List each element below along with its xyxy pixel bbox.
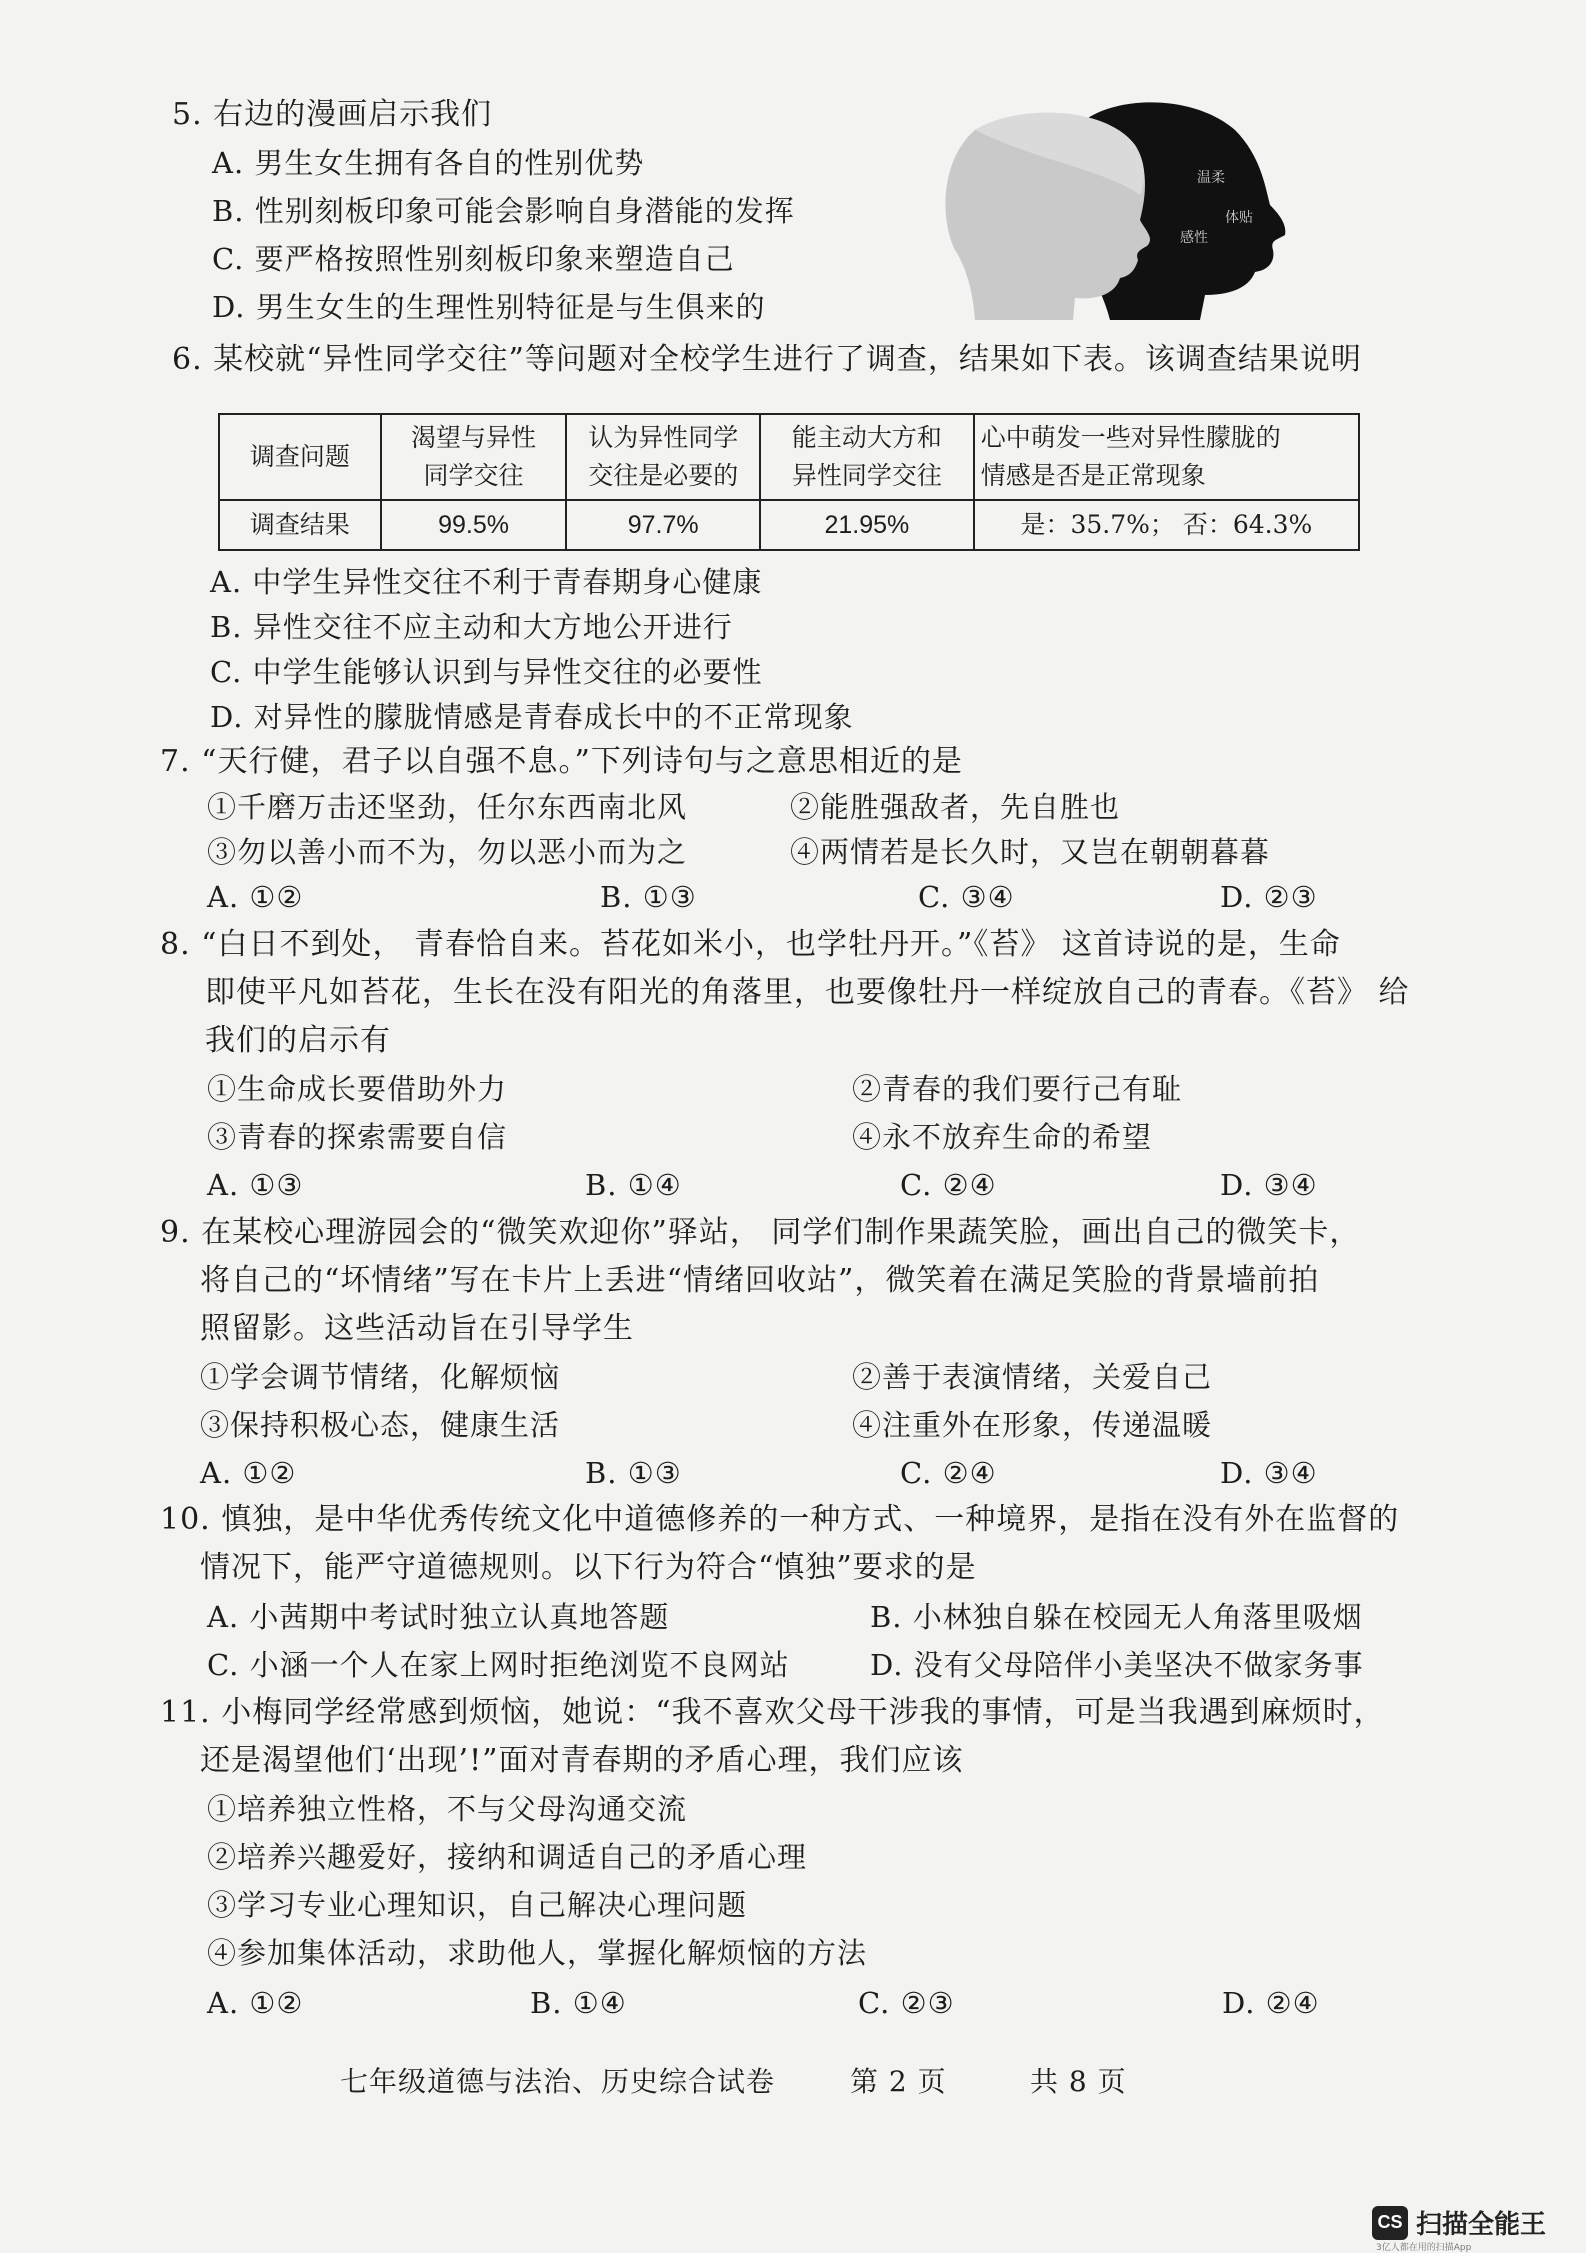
gender-comic-image [935, 100, 1330, 320]
table-cell [760, 414, 974, 500]
q10-stem-line-1: 10. 慎独，是中华优秀传统文化中道德修养的一种方式、一种境界，是指在没有外在监督的 [160, 1502, 1400, 1537]
q10-option-b: B. 小林独自躲在校园无人角落里吸烟 [870, 1600, 1363, 1634]
q5-stem: 5. 右边的漫画启示我们 [172, 97, 493, 132]
q8-item-1: ①生命成长要借助外力 [207, 1072, 508, 1106]
table-cell: 97.7% [566, 500, 760, 550]
q7-stem: 7. “天行健，君子以自强不息。”下列诗句与之意思相近的是 [160, 744, 963, 779]
comic-word-1: 温柔 [1197, 170, 1225, 186]
table-cell [566, 414, 760, 500]
table-row [219, 414, 1359, 500]
q6-option-b: B. 异性交往不应主动和大方地公开进行 [210, 610, 733, 644]
q11-option-c: C. ②③ [858, 1986, 955, 2020]
q5-option-a: A. 男生女生拥有各自的性别优势 [212, 146, 645, 180]
table-cell: 21.95% [760, 500, 974, 550]
camscanner-logo-icon: CS [1372, 2206, 1408, 2240]
q8-option-c: C. ②④ [900, 1168, 997, 1202]
q9-item-4: ④注重外在形象，传递温暖 [852, 1408, 1213, 1442]
q8-stem-line-2: 即使平凡如苔花，生长在没有阳光的角落里，也要像牡丹一样绽放自己的青春。《苔》 给 [205, 975, 1410, 1010]
q11-item-4: ④参加集体活动，求助他人，掌握化解烦恼的方法 [207, 1936, 868, 1970]
q8-item-3: ③青春的探索需要自信 [207, 1120, 508, 1154]
q9-option-d: D. ③④ [1220, 1456, 1318, 1490]
comic-word-3: 感性 [1180, 230, 1208, 246]
q7-option-b: B. ①③ [600, 880, 697, 914]
q9-option-b: B. ①③ [585, 1456, 682, 1490]
table-cell-text: 能主动大方和 异性同学交往 [791, 423, 942, 490]
q9-option-c: C. ②④ [900, 1456, 997, 1490]
table-cell: 是：35.7%； 否：64.3% [974, 500, 1359, 550]
q10-option-d: D. 没有父母陪伴小美坚决不做家务事 [870, 1648, 1364, 1682]
q10-stem-line-2: 情况下，能严守道德规则。以下行为符合“慎独”要求的是 [200, 1550, 977, 1585]
q11-item-3: ③学习专业心理知识，自己解决心理问题 [207, 1888, 748, 1922]
q11-option-a: A. ①② [207, 1986, 304, 2020]
q6-option-c: C. 中学生能够认识到与异性交往的必要性 [210, 655, 763, 689]
q5-option-c: C. 要严格按照性别刻板印象来塑造自己 [212, 242, 735, 276]
table-cell-text: 认为异性同学 交往是必要的 [588, 423, 739, 490]
table-row-header: 调查问题 [219, 414, 381, 500]
scanner-watermark [1372, 2204, 1546, 2241]
q6-option-d: D. 对异性的朦胧情感是青春成长中的不正常现象 [210, 700, 854, 734]
footer-page-number: 第 2 页 [850, 2065, 947, 2098]
q9-item-2: ②善于表演情绪，关爱自己 [852, 1360, 1213, 1394]
survey-table [218, 413, 1360, 551]
q8-option-a: A. ①③ [207, 1168, 304, 1202]
q7-item-3: ③勿以善小而不为，勿以恶小而为之 [207, 835, 688, 869]
q11-item-2: ②培养兴趣爱好，接纳和调适自己的矛盾心理 [207, 1840, 808, 1874]
table-row-header: 调查结果 [219, 500, 381, 550]
q6-stem: 6. 某校就“异性同学交往”等问题对全校学生进行了调查，结果如下表。该调查结果说明 [172, 342, 1362, 377]
q5-option-b: B. 性别刻板印象可能会影响自身潜能的发挥 [212, 194, 795, 228]
q7-item-1: ①千磨万击还坚劲，任尔东西南北风 [207, 790, 688, 824]
watermark-name: 扫描全能王 [1416, 2210, 1547, 2240]
q7-item-2: ②能胜强敌者，先自胜也 [790, 790, 1121, 824]
q11-option-b: B. ①④ [530, 1986, 627, 2020]
table-row [219, 500, 1359, 550]
q8-option-b: B. ①④ [585, 1168, 682, 1202]
q9-stem-line-2: 将自己的“坏情绪”写在卡片上丢进“情绪回收站”，微笑着在满足笑脸的背景墙前拍 [200, 1263, 1320, 1298]
q10-option-c: C. 小涵一个人在家上网时拒绝浏览不良网站 [207, 1648, 790, 1682]
q9-item-1: ①学会调节情绪，化解烦恼 [200, 1360, 561, 1394]
q9-option-a: A. ①② [200, 1456, 297, 1490]
q11-stem-line-1: 11. 小梅同学经常感到烦恼，她说：“我不喜欢父母干涉我的事情，可是当我遇到麻烦时， [160, 1695, 1385, 1730]
q9-stem-line-3: 照留影。这些活动旨在引导学生 [200, 1311, 634, 1346]
q8-stem-line-3: 我们的启示有 [205, 1023, 391, 1058]
q7-option-a: A. ①② [207, 880, 304, 914]
q8-item-4: ④永不放弃生命的希望 [852, 1120, 1153, 1154]
q11-item-1: ①培养独立性格，不与父母沟通交流 [207, 1792, 688, 1826]
q7-option-c: C. ③④ [918, 880, 1015, 914]
q7-item-4: ④两情若是长久时，又岂在朝朝暮暮 [790, 835, 1271, 869]
table-cell: 99.5% [381, 500, 567, 550]
q8-stem-line-1: 8. “白日不到处， 青春恰自来。苔花如米小，也学牡丹开。”《苔》 这首诗说的是，生命 [160, 927, 1341, 962]
q8-option-d: D. ③④ [1220, 1168, 1318, 1202]
comic-word-2: 体贴 [1225, 210, 1253, 226]
watermark-subtitle: 3亿人都在用的扫描App [1376, 2243, 1472, 2253]
q7-option-d: D. ②③ [1220, 880, 1318, 914]
footer-total-pages: 共 8 页 [1030, 2065, 1127, 2098]
q9-stem-line-1: 9. 在某校心理游园会的“微笑欢迎你”驿站， 同学们制作果蔬笑脸，画出自己的微笑卡， [160, 1215, 1361, 1250]
table-cell-text: 心中萌发一些对异性朦胧的 情感是否是正常现象 [980, 423, 1281, 490]
q11-stem-line-2: 还是渴望他们‘出现’!”面对青春期的矛盾心理，我们应该 [200, 1743, 964, 1778]
q11-option-d: D. ②④ [1222, 1986, 1320, 2020]
q8-item-2: ②青春的我们要行己有耻 [852, 1072, 1183, 1106]
q6-option-a: A. 中学生异性交往不利于青春期身心健康 [210, 565, 763, 599]
q5-option-d: D. 男生女生的生理性别特征是与生俱来的 [212, 290, 766, 324]
q10-option-a: A. 小茜期中考试时独立认真地答题 [207, 1600, 670, 1634]
q9-item-3: ③保持积极心态，健康生活 [200, 1408, 561, 1442]
table-cell-text: 渴望与异性 同学交往 [411, 423, 537, 490]
footer-exam-title: 七年级道德与法治、历史综合试卷 [340, 2065, 776, 2098]
table-cell [381, 414, 567, 500]
table-cell [974, 414, 1359, 500]
